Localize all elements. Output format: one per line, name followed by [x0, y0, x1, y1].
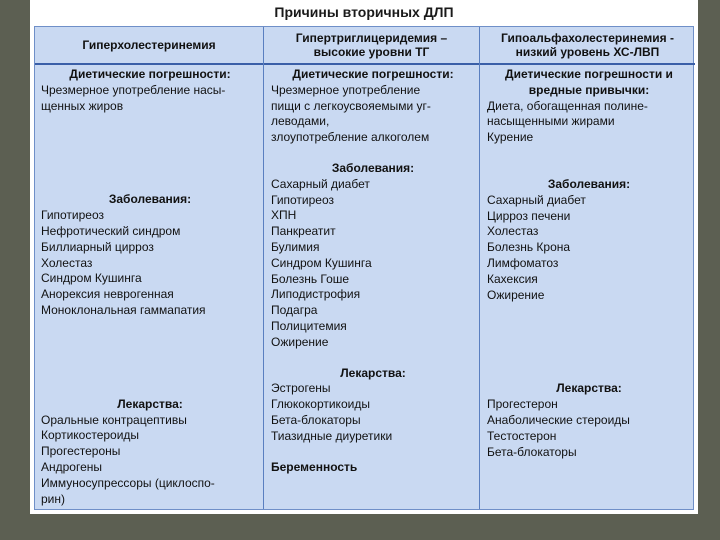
list-item: Холестаз — [487, 224, 539, 239]
list-item: Чрезмерное употребление — [271, 82, 421, 97]
list-item: Нефротический синдром — [41, 223, 181, 238]
list-item: Курение — [487, 130, 534, 145]
header-hypercholesterolemia: Гиперхолестеринемия — [35, 27, 263, 65]
slide-title: Причины вторичных ДЛП — [274, 4, 454, 20]
list-item: леводами, — [271, 114, 330, 129]
section-title-diseases: Заболевания: — [108, 192, 192, 207]
list-item: Биллиарный цирроз — [41, 239, 154, 254]
list-item: Анорексия неврогенная — [41, 287, 174, 302]
section-title-drugs: Лекарства: — [117, 396, 183, 411]
list-item: Иммуносупрессоры (циклоспо- — [41, 475, 215, 490]
list-item: рин) — [41, 491, 65, 506]
list-item: Анаболические стероиды — [487, 412, 630, 427]
list-item: Бета-блокаторы — [271, 412, 361, 427]
list-item: насыщенными жирами — [487, 114, 615, 129]
list-item: Диета, обогащенная полине- — [487, 98, 648, 113]
list-item: Глюкокортикоиды — [271, 397, 370, 412]
list-item: Прогестерон — [487, 397, 558, 412]
list-item: Болезнь Гоше — [271, 271, 350, 286]
section-title-diet: Диетические погрешности: — [292, 67, 454, 81]
list-item: Тиазидные диуретики — [271, 428, 393, 443]
list-item: Холестаз — [41, 255, 93, 270]
list-item: Прогестероны — [41, 444, 121, 459]
list-item: Чрезмерное употребление насы- — [41, 82, 226, 97]
list-item: Оральные контрацептивы — [41, 412, 187, 427]
list-item: Андрогены — [41, 459, 103, 474]
list-item: Ожирение — [487, 287, 545, 302]
section-title-diet: Диетические погрешности: — [69, 67, 231, 81]
list-item: Бета-блокаторы — [487, 444, 577, 459]
column-divider — [479, 27, 480, 509]
list-item: Лимфоматоз — [487, 255, 559, 270]
list-item: Сахарный диабет — [271, 176, 370, 191]
list-item: Полицитемия — [271, 318, 347, 333]
list-item: пищи с легкоусвояемыми уг- — [271, 98, 431, 113]
list-item: Болезнь Крона — [487, 240, 571, 255]
list-item: Сахарный диабет — [487, 192, 586, 207]
list-item: Панкреатит — [271, 224, 336, 239]
list-item: Цирроз печени — [487, 208, 571, 223]
column-divider — [263, 27, 264, 509]
list-item: Синдром Кушинга — [41, 271, 142, 286]
list-item: щенных жиров — [41, 98, 124, 113]
list-item: Гипотиреоз — [41, 208, 105, 223]
list-item: Липодистрофия — [271, 287, 361, 302]
list-item: Гипотиреоз — [271, 192, 335, 207]
header-hypoalphacholesterolemia: Гипоальфахолестеринемия - низкий уровень ХС-ЛВП — [480, 27, 695, 65]
list-item: Ожирение — [271, 334, 329, 349]
list-item: Булимия — [271, 239, 320, 254]
list-item: Подагра — [271, 303, 318, 318]
list-item: Тестостерон — [487, 428, 557, 443]
section-title-diseases: Заболевания: — [331, 160, 415, 175]
section-title-diet: Диетические погрешности и вредные привычки: — [505, 67, 673, 97]
column-hypercholesterolemia — [41, 67, 259, 509]
list-item: Моноклональная гаммапатия — [41, 302, 206, 317]
pregnancy-label: Беременность — [271, 459, 358, 474]
section-title-diseases: Заболевания: — [547, 176, 631, 191]
list-item: Эстрогены — [271, 381, 331, 396]
column-hypoalphacholesterolemia — [487, 67, 691, 509]
list-item: злоупотребление алкоголем — [271, 130, 430, 145]
list-item: ХПН — [271, 208, 297, 223]
slide — [30, 0, 698, 514]
section-title-drugs: Лекарства: — [340, 365, 406, 380]
causes-table — [34, 26, 694, 510]
list-item: Синдром Кушинга — [271, 255, 372, 270]
column-hypertriglyceridemia — [271, 67, 475, 509]
list-item: Кортикостероиды — [41, 428, 140, 443]
section-title-drugs: Лекарства: — [556, 381, 622, 396]
header-hypertriglyceridemia: Гипертриглицеридемия – высокие уровни ТГ — [264, 27, 479, 65]
list-item: Кахексия — [487, 271, 538, 286]
